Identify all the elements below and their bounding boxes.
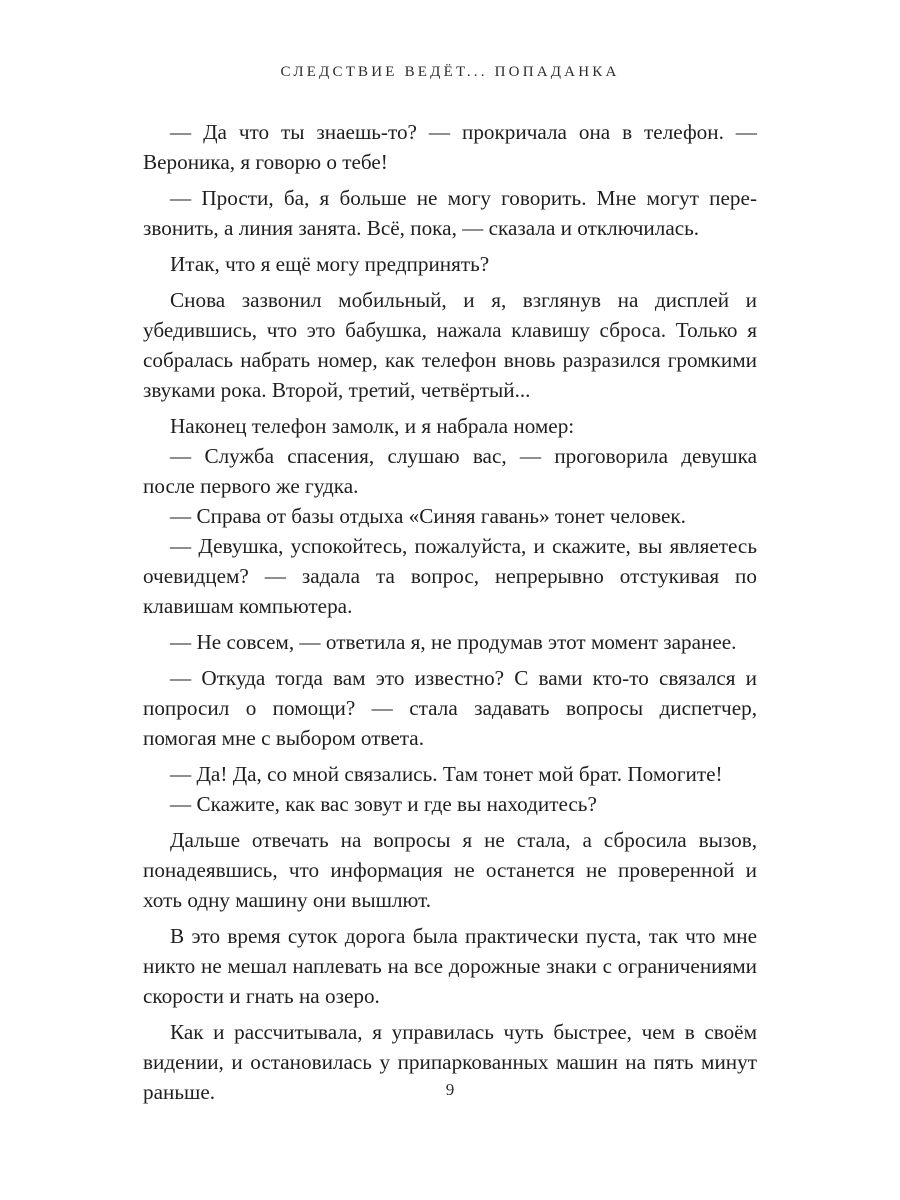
paragraph: Дальше отвечать на вопросы я не стала, а сбросила вызов, понадеявшись, что информация не останется не проверенной и хоть одну машину они вышлют. bbox=[143, 828, 757, 912]
paragraph: Как и рассчитывала, я управилась чуть быстрее, чем в своём видении, и остановилась у припаркованных машин на пять минут раньше. bbox=[143, 1020, 757, 1104]
paragraph: Снова зазвонил мобильный, и я, взглянув на дисплей и убедившись, что это бабушка, нажала клавишу сброса. Только я собралась набрать номер, как телефон вновь разразился громкими звуками рока. Второй, третий, четвёртый... bbox=[143, 288, 757, 402]
paragraph: — Да! Да, со мной связались. Там тонет мой брат. Помогите! bbox=[170, 762, 723, 786]
paragraph: В это время суток дорога была практически пуста, так что мне никто не мешал наплевать на все дорожные знаки с ограничениями скорости и гнать на озеро. bbox=[143, 924, 757, 1008]
paragraph: — Девушка, успокойтесь, пожалуйста, и скажите, вы являетесь очевидцем? — задала та вопрос, непрерывно отстукивая по клавишам компьютера. bbox=[143, 534, 757, 618]
paragraph: — Откуда тогда вам это известно? С вами кто-то связался и попросил о помощи? — стала задавать вопросы диспетчер, помогая мне с выбором ответа. bbox=[143, 666, 757, 750]
paragraph: — Служба спасения, слушаю вас, — проговорила девушка после первого же гудка. bbox=[143, 444, 757, 498]
paragraph: — Скажите, как вас зовут и где вы находитесь? bbox=[170, 792, 597, 816]
paragraph: — Прости, ба, я больше не могу говорить. Мне могут перезвонить, а линия занята. Всё, пока, — сказала и отключилась. bbox=[143, 186, 757, 240]
paragraph: — Справа от базы отдыха «Синяя гавань» тонет человек. bbox=[170, 504, 686, 528]
running-head: СЛЕДСТВИЕ ВЕДЁТ... ПОПАДАНКА bbox=[280, 64, 620, 80]
body-text bbox=[143, 117, 757, 1107]
paragraph: Итак, что я ещё могу предпринять? bbox=[170, 252, 490, 276]
page-number: 9 bbox=[445, 1080, 455, 1099]
paragraph: Наконец телефон замолк, и я набрала номер: bbox=[170, 414, 575, 438]
paragraph: — Не совсем, — ответила я, не продумав этот момент заранее. bbox=[170, 630, 737, 654]
paragraph: — Да что ты знаешь-то? — прокричала она в телефон. — Вероника, я говорю о тебе! bbox=[143, 120, 757, 174]
